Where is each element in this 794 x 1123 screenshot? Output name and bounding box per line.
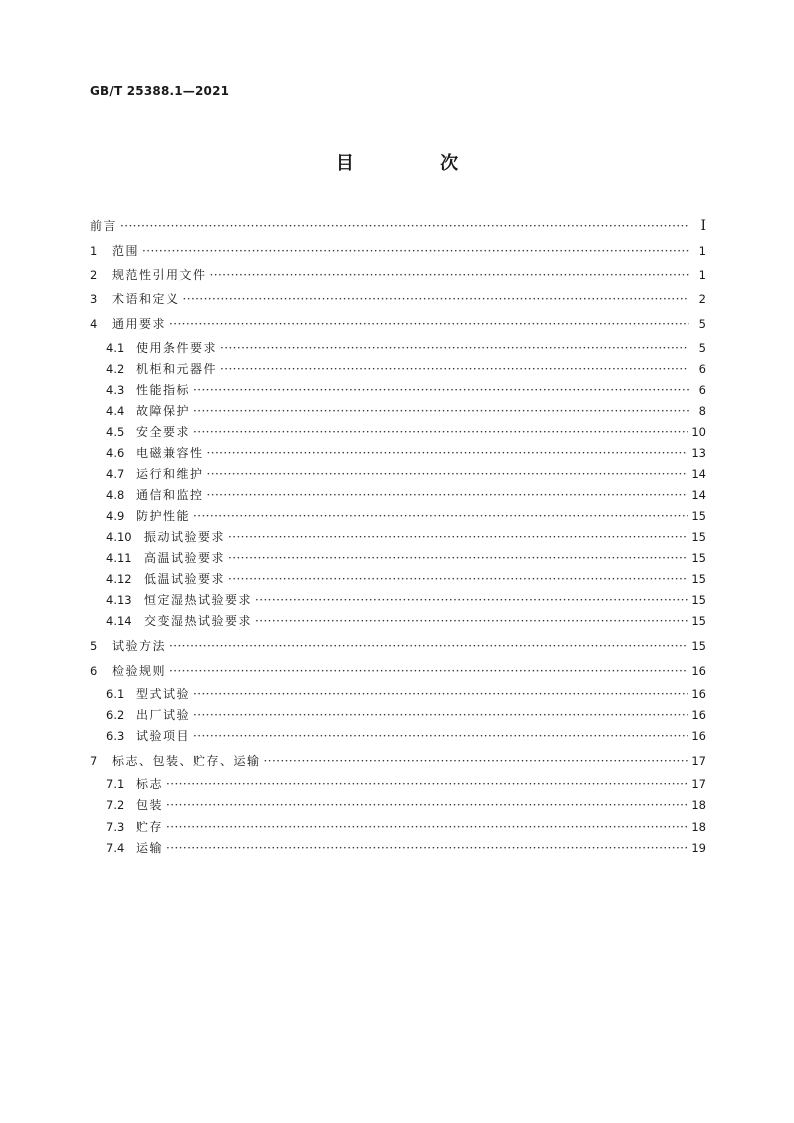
- dot-leader: [228, 527, 688, 547]
- dot-leader: [193, 684, 688, 704]
- dot-leader: [193, 380, 689, 400]
- toc-entry-label: 检验规则: [112, 664, 167, 678]
- toc-entry[interactable]: [106, 590, 706, 610]
- dot-leader: [255, 611, 688, 631]
- toc-entry-page: 17: [691, 777, 706, 791]
- toc-entry-page: 16: [691, 664, 706, 678]
- toc-entry-page: 16: [691, 708, 706, 722]
- dot-leader: [228, 569, 688, 589]
- toc-entry-number: 4.3: [106, 383, 125, 397]
- dot-leader: [255, 590, 688, 610]
- toc-entry[interactable]: [90, 751, 706, 771]
- toc-entry[interactable]: [106, 422, 706, 442]
- dot-leader: [193, 506, 688, 526]
- toc-entry-page: 1: [698, 268, 706, 282]
- toc-entry-number: 4.12: [106, 572, 132, 586]
- toc-entry[interactable]: [90, 289, 706, 309]
- toc-entry-number: 4.11: [106, 551, 132, 565]
- toc-entry[interactable]: [106, 726, 706, 746]
- toc-entry-page: 15: [691, 509, 706, 523]
- toc-entry-number: 4.10: [106, 530, 132, 544]
- toc-entry-label: 前言: [90, 219, 118, 233]
- toc-entry-number: 4.6: [106, 446, 125, 460]
- toc-entry-label: 出厂试验: [136, 708, 191, 722]
- toc-entry-number: 7: [90, 754, 98, 768]
- toc-entry[interactable]: [106, 705, 706, 725]
- toc-entry-label: 运行和维护: [136, 467, 204, 481]
- toc-entry-page: 14: [691, 488, 706, 502]
- toc-entry[interactable]: [90, 241, 706, 261]
- toc-entry-label: 运输: [136, 841, 164, 855]
- dot-leader: [228, 548, 688, 568]
- toc-entry[interactable]: [106, 817, 706, 837]
- toc-entry[interactable]: [90, 314, 706, 334]
- dot-leader: [207, 464, 689, 484]
- dot-leader: [207, 485, 689, 505]
- toc-entry-page: 19: [691, 841, 706, 855]
- toc-entry[interactable]: [106, 569, 706, 589]
- dot-leader: [264, 751, 689, 771]
- toc-entry-label: 安全要求: [136, 425, 191, 439]
- toc-entry[interactable]: [90, 636, 706, 656]
- dot-leader: [210, 265, 689, 285]
- toc-entry-page: 16: [691, 729, 706, 743]
- toc-entry-number: 6.3: [106, 729, 125, 743]
- dot-leader: [193, 401, 689, 421]
- toc-entry-label: 标志、包装、贮存、运输: [112, 754, 261, 768]
- toc-entry[interactable]: [106, 443, 706, 463]
- toc-entry[interactable]: [106, 838, 706, 858]
- toc-entry-number: 4: [90, 317, 98, 331]
- toc-entry[interactable]: [106, 527, 706, 547]
- dot-leader: [166, 795, 688, 815]
- toc-entry-number: 7.1: [106, 777, 125, 791]
- toc-entry-page: 8: [698, 404, 706, 418]
- toc-entry-number: 3: [90, 292, 98, 306]
- dot-leader: [142, 241, 689, 261]
- toc-entry-label: 规范性引用文件: [112, 268, 207, 282]
- toc-entry-label: 包装: [136, 798, 164, 812]
- toc-entry-number: 6.2: [106, 708, 125, 722]
- toc-entry-page: 18: [691, 798, 706, 812]
- toc-entry-number: 4.8: [106, 488, 125, 502]
- toc-entry-page: 5: [698, 341, 706, 355]
- dot-leader: [166, 774, 688, 794]
- dot-leader: [169, 636, 688, 656]
- toc-entry-label: 振动试验要求: [144, 530, 226, 544]
- toc-entry-page: 2: [698, 292, 706, 306]
- toc-entry[interactable]: [106, 464, 706, 484]
- toc-entry-label: 型式试验: [136, 687, 191, 701]
- toc-entry-page: 10: [691, 425, 706, 439]
- toc-entry-number: 4.1: [106, 341, 125, 355]
- toc-entry[interactable]: [106, 611, 706, 631]
- dot-leader: [193, 726, 688, 746]
- toc-entry[interactable]: [106, 401, 706, 421]
- dot-leader: [120, 216, 689, 236]
- dot-leader: [166, 817, 688, 837]
- toc-entry-label: 机柜和元器件: [136, 362, 218, 376]
- toc-entry-number: 5: [90, 639, 98, 653]
- dot-leader: [183, 289, 689, 309]
- toc-entry[interactable]: [90, 265, 706, 285]
- toc-entry-label: 使用条件要求: [136, 341, 218, 355]
- toc-entry-label: 电磁兼容性: [136, 446, 204, 460]
- toc-entry-page: 5: [698, 317, 706, 331]
- toc-entry-number: 7.4: [106, 841, 125, 855]
- toc-entry-page: 18: [691, 820, 706, 834]
- toc-entry-number: 6: [90, 664, 98, 678]
- toc-entry-number: 2: [90, 268, 98, 282]
- toc-entry-page: 15: [691, 639, 706, 653]
- dot-leader: [220, 338, 689, 358]
- toc-entry[interactable]: [90, 661, 706, 681]
- toc-entry-number: 4.13: [106, 593, 132, 607]
- toc-entry[interactable]: [106, 338, 706, 358]
- toc-entry-label: 贮存: [136, 820, 164, 834]
- toc-entry[interactable]: [90, 216, 706, 236]
- toc-entry[interactable]: [106, 485, 706, 505]
- toc-entry[interactable]: [106, 774, 706, 794]
- toc-entry-label: 性能指标: [136, 383, 191, 397]
- dot-leader: [166, 838, 688, 858]
- toc-entry-label: 恒定湿热试验要求: [144, 593, 253, 607]
- toc-entry[interactable]: [106, 359, 706, 379]
- toc-entry-number: 4.7: [106, 467, 125, 481]
- dot-leader: [207, 443, 689, 463]
- toc-entry-page: 14: [691, 467, 706, 481]
- toc-entry-page: I: [700, 218, 706, 234]
- toc-entry-label: 标志: [136, 777, 164, 791]
- toc-entry-page: 15: [691, 572, 706, 586]
- toc-entry-label: 范围: [112, 244, 140, 258]
- toc-entry-page: 1: [698, 244, 706, 258]
- toc-entry-number: 6.1: [106, 687, 125, 701]
- dot-leader: [193, 422, 688, 442]
- toc-entry-number: 7.2: [106, 798, 125, 812]
- page-title: 目 次: [335, 153, 499, 174]
- toc-entry-number: 7.3: [106, 820, 125, 834]
- toc-entry[interactable]: [106, 548, 706, 568]
- toc-entry-number: 4.2: [106, 362, 125, 376]
- toc-entry-number: 4.9: [106, 509, 125, 523]
- toc-entry-page: 15: [691, 614, 706, 628]
- toc-entry-label: 术语和定义: [112, 292, 180, 306]
- toc-entry-page: 15: [691, 530, 706, 544]
- toc-entry-label: 通用要求: [112, 317, 167, 331]
- dot-leader: [169, 314, 689, 334]
- toc-entry-number: 4.5: [106, 425, 125, 439]
- toc-entry-page: 6: [698, 383, 706, 397]
- toc-entry-number: 4.4: [106, 404, 125, 418]
- toc-entry-page: 15: [691, 593, 706, 607]
- toc-entry-label: 试验方法: [112, 639, 167, 653]
- toc-entry-label: 低温试验要求: [144, 572, 226, 586]
- toc-entry-page: 17: [691, 754, 706, 768]
- toc-entry-label: 交变湿热试验要求: [144, 614, 253, 628]
- toc-entry-number: 4.14: [106, 614, 132, 628]
- toc-entry[interactable]: [106, 795, 706, 815]
- toc-entry-label: 通信和监控: [136, 488, 204, 502]
- document-code: GB/T 25388.1—2021: [90, 84, 230, 98]
- toc-entry-label: 防护性能: [136, 509, 191, 523]
- toc-entry[interactable]: [106, 684, 706, 704]
- toc-entry-page: 16: [691, 687, 706, 701]
- toc-entry-number: 1: [90, 244, 98, 258]
- toc-entry-page: 13: [691, 446, 706, 460]
- dot-leader: [169, 661, 688, 681]
- toc-entry-label: 试验项目: [136, 729, 191, 743]
- toc-entry-page: 15: [691, 551, 706, 565]
- toc-entry-label: 故障保护: [136, 404, 191, 418]
- toc-entry-label: 高温试验要求: [144, 551, 226, 565]
- dot-leader: [220, 359, 689, 379]
- dot-leader: [193, 705, 688, 725]
- toc-entry[interactable]: [106, 506, 706, 526]
- toc-entry[interactable]: [106, 380, 706, 400]
- toc-entry-page: 6: [698, 362, 706, 376]
